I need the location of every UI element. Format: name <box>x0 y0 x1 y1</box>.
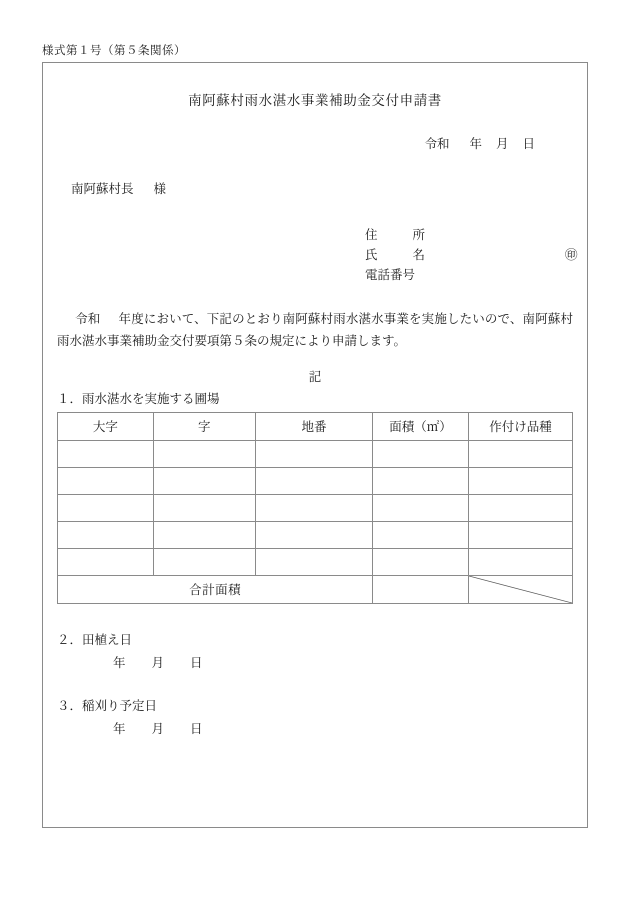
addressee-line <box>57 179 573 197</box>
form-number: 様式第１号（第５条関係） <box>42 45 186 57</box>
section-3-number: ３． <box>57 698 83 713</box>
day-unit-label: 日 <box>522 137 535 151</box>
applicant-address-row <box>365 225 573 245</box>
cell-chiban[interactable] <box>255 494 372 521</box>
section-1-label: 雨水湛水を実施する圃場 <box>82 391 220 406</box>
table-row <box>58 440 573 467</box>
section-3-label: 稲刈り予定日 <box>82 698 158 713</box>
applicant-name-label: 氏名 <box>365 248 425 262</box>
cell-hinshu[interactable] <box>468 548 572 575</box>
planting-month-unit: 月 <box>151 655 165 670</box>
total-area-value[interactable] <box>373 575 469 603</box>
cell-hinshu[interactable] <box>468 521 572 548</box>
addressee-name: 南阿蘇村長 <box>71 182 134 196</box>
cell-chiban[interactable] <box>255 440 372 467</box>
cell-oaza[interactable] <box>58 548 154 575</box>
cell-oaza[interactable] <box>58 494 154 521</box>
applicant-address-label: 住所 <box>365 228 425 242</box>
cell-chiban[interactable] <box>255 467 372 494</box>
section-heading-1 <box>57 389 573 407</box>
applicant-name-row <box>365 245 578 265</box>
page-frame <box>42 62 588 828</box>
page-content <box>57 63 578 827</box>
struck-out-cell <box>468 575 572 603</box>
cell-hinshu[interactable] <box>468 440 572 467</box>
column-header-chiban: 地番 <box>255 412 372 440</box>
planting-day-unit: 日 <box>190 655 203 670</box>
application-date-line <box>57 134 573 152</box>
body-paragraph <box>57 309 573 353</box>
cell-menseki[interactable] <box>373 548 469 575</box>
cell-menseki[interactable] <box>373 440 469 467</box>
column-header-oaza: 大字 <box>58 412 154 440</box>
cell-chiban[interactable] <box>255 548 372 575</box>
page-title: 南阿蘇村雨水湛水事業補助金交付申請書 <box>188 93 442 108</box>
cell-menseki[interactable] <box>373 467 469 494</box>
planting-date-blanks[interactable] <box>57 653 573 671</box>
total-area-label: 合計面積 <box>58 575 373 603</box>
planting-year-unit: 年 <box>113 655 126 670</box>
cell-aza[interactable] <box>153 548 255 575</box>
column-header-menseki: 面積（㎡） <box>373 412 469 440</box>
cell-oaza[interactable] <box>58 467 154 494</box>
table-row <box>58 467 573 494</box>
section-heading-2 <box>57 630 573 648</box>
column-header-hinshu: 作付け品種 <box>468 412 572 440</box>
cell-hinshu[interactable] <box>468 467 572 494</box>
addressee-honorific: 様 <box>153 182 167 196</box>
month-unit-label: 月 <box>495 137 509 151</box>
harvest-day-unit: 日 <box>190 721 203 736</box>
table-row <box>58 521 573 548</box>
cell-oaza[interactable] <box>58 521 154 548</box>
cell-aza[interactable] <box>153 521 255 548</box>
table-header-row <box>58 412 573 440</box>
table-total-row <box>58 575 573 603</box>
cell-chiban[interactable] <box>255 521 372 548</box>
harvest-date-blanks[interactable] <box>57 719 573 737</box>
cell-oaza[interactable] <box>58 440 154 467</box>
section-2-label: 田植え日 <box>82 632 133 647</box>
diagonal-strike-icon <box>469 576 572 603</box>
field-table <box>57 412 573 604</box>
body-paragraph-text: 年度において、下記のとおり南阿蘇村雨水湛水事業を実施したいので、南阿蘇村雨水湛水事業補助金交付要項第５条の規定により申請します。 <box>57 312 573 348</box>
section-1-number: １． <box>57 391 83 406</box>
harvest-year-unit: 年 <box>113 721 126 736</box>
cell-menseki[interactable] <box>373 521 469 548</box>
body-era-label: 令和 <box>75 312 101 326</box>
column-header-aza: 字 <box>153 412 255 440</box>
table-row <box>58 494 573 521</box>
applicant-phone-row <box>365 265 573 285</box>
cell-hinshu[interactable] <box>468 494 572 521</box>
applicant-phone-label: 電話番号 <box>365 268 416 282</box>
section-2-number: ２． <box>57 632 83 647</box>
cell-menseki[interactable] <box>373 494 469 521</box>
harvest-month-unit: 月 <box>151 721 165 736</box>
seal-icon: ㊞ <box>565 248 578 262</box>
era-label: 令和 <box>424 137 450 151</box>
table-row <box>58 548 573 575</box>
ki-marker: 記 <box>308 369 322 384</box>
cell-aza[interactable] <box>153 440 255 467</box>
cell-aza[interactable] <box>153 494 255 521</box>
year-unit-label: 年 <box>469 137 482 151</box>
section-heading-3 <box>57 696 573 714</box>
cell-aza[interactable] <box>153 467 255 494</box>
applicant-block <box>57 225 578 285</box>
